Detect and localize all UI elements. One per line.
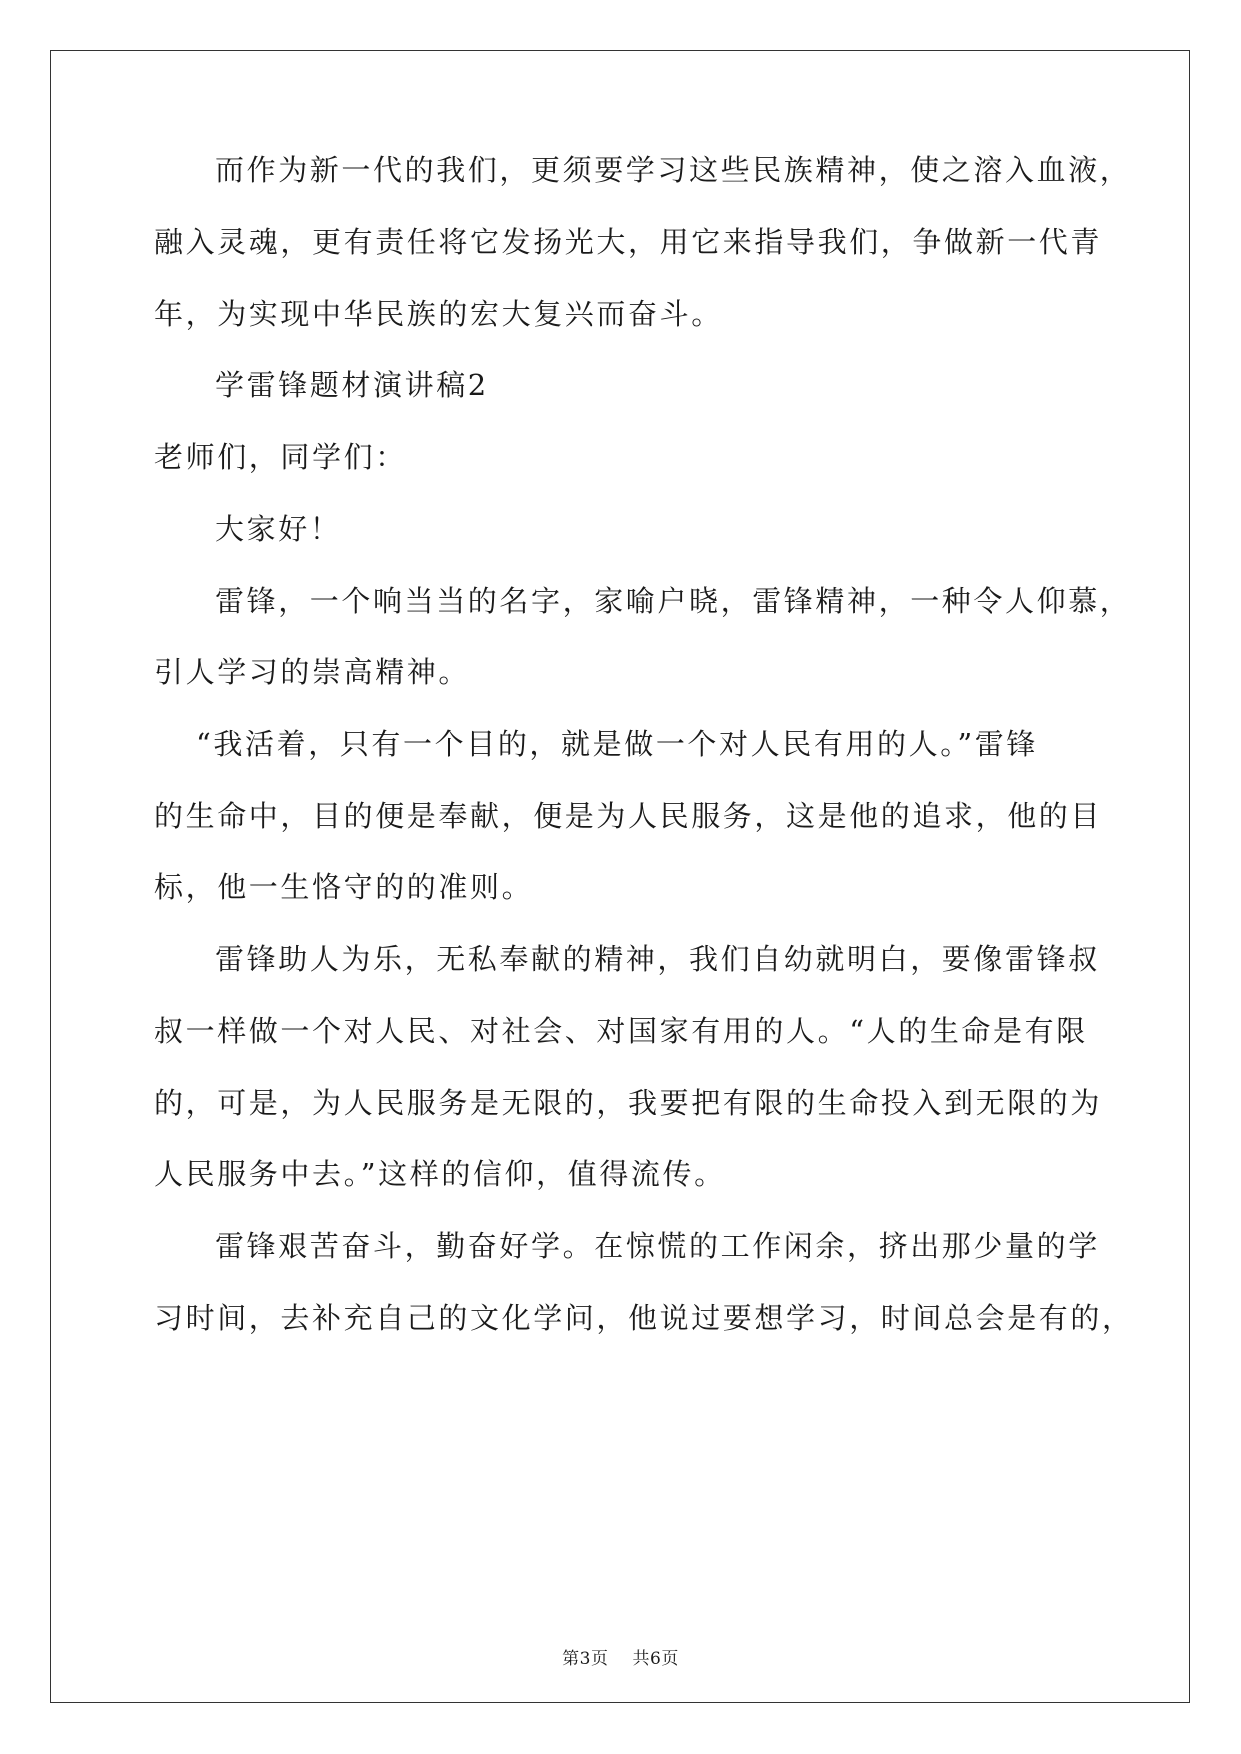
paragraph-line: 习时间，去补充自己的文化学问，他说过要想学习，时间总会是有的，: [154, 1301, 1134, 1335]
paragraph-line: 雷锋，一个响当当的名字，家喻户晓，雷锋精神，一种令人仰慕，: [215, 584, 1132, 618]
paragraph-line: 融入灵魂，更有责任将它发扬光大，用它来指导我们，争做新一代青: [154, 225, 1103, 259]
paragraph-line: 人民服务中去。”这样的信仰，值得流传。: [154, 1157, 726, 1191]
paragraph-line: 年，为实现中华民族的宏大复兴而奋斗。: [154, 297, 723, 331]
section-heading: 学雷锋题材演讲稿2: [215, 368, 489, 402]
paragraph-line: 的，可是，为人民服务是无限的，我要把有限的生命投入到无限的为: [154, 1086, 1103, 1120]
paragraph-line: 标，他一生恪守的的准则。: [154, 870, 534, 904]
paragraph-line: 引人学习的崇高精神。: [154, 655, 471, 689]
paragraph-line: “我活着，只有一个目的，就是做一个对人民有用的人。”雷锋: [196, 727, 1038, 761]
page-total: 共6页: [632, 1649, 679, 1669]
greeting: 大家好！: [215, 512, 342, 546]
page-footer: [0, 1648, 1241, 1670]
salutation: 老师们，同学们：: [154, 440, 407, 474]
paragraph-line: 叔一样做一个对人民、对社会、对国家有用的人。“人的生命是有限: [154, 1014, 1088, 1048]
paragraph-line: 而作为新一代的我们，更须要学习这些民族精神，使之溶入血液，: [215, 153, 1132, 187]
paragraph-line: 雷锋助人为乐，无私奉献的精神，我们自幼就明白，要像雷锋叔: [215, 942, 1100, 976]
paragraph-line: 雷锋艰苦奋斗，勤奋好学。在惊慌的工作闲余，挤出那少量的学: [215, 1229, 1100, 1263]
paragraph-line: 的生命中，目的便是奉献，便是为人民服务，这是他的追求，他的目: [154, 799, 1103, 833]
page-number: 第3页: [562, 1649, 609, 1669]
